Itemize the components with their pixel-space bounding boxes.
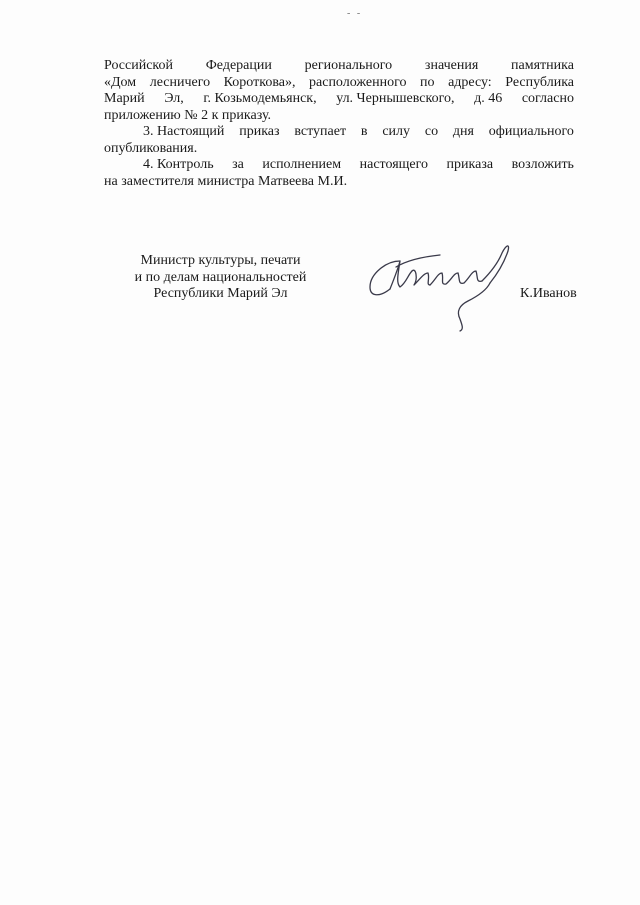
word: за xyxy=(232,157,244,172)
word: вступает xyxy=(294,124,347,139)
word: д. 46 xyxy=(474,91,503,106)
position-line: Республики Марий Эл xyxy=(153,286,288,301)
word: 3. Настоящий xyxy=(143,124,225,139)
word: приказа xyxy=(446,157,494,172)
word: Короткова», xyxy=(223,74,296,90)
position-line: Министр культуры, печати xyxy=(140,253,301,268)
word: Республика xyxy=(505,74,574,90)
text-line xyxy=(104,75,574,92)
text-line: опубликования. xyxy=(104,140,198,156)
text-line: на заместителя министра Матвеева М.И. xyxy=(104,173,348,189)
word: силу xyxy=(382,124,411,139)
handwritten-signature xyxy=(360,239,535,334)
text-line xyxy=(104,157,574,174)
word: со xyxy=(424,124,439,139)
word: адресу: xyxy=(448,74,492,90)
word: Эл, xyxy=(164,91,184,106)
scan-mark: - - xyxy=(347,8,363,19)
signer-position xyxy=(108,253,333,303)
word: Российской xyxy=(104,58,173,73)
word: исполнением xyxy=(262,157,342,172)
position-line: и по делам национальностей xyxy=(134,269,307,285)
text-line: приложению № 2 к приказу. xyxy=(104,107,272,123)
word: регионального xyxy=(304,58,393,73)
word: Марий xyxy=(104,91,145,106)
word: 4. Контроль xyxy=(143,157,214,172)
word: по xyxy=(420,74,435,90)
word: значения xyxy=(424,58,479,73)
word: г. Козьмодемьянск, xyxy=(203,91,317,106)
signer-name: К.Иванов xyxy=(520,286,577,301)
text-line xyxy=(104,124,574,141)
word: ул. Чернышевского, xyxy=(336,91,455,106)
word: расположенного xyxy=(309,74,407,90)
word: памятника xyxy=(511,58,574,73)
word: дня xyxy=(452,124,474,139)
word: в xyxy=(360,124,368,139)
word: «Дом xyxy=(104,74,137,90)
word: Федерации xyxy=(205,58,272,73)
text-line xyxy=(104,91,574,108)
word: согласно xyxy=(521,91,574,106)
word: приказ xyxy=(239,124,280,139)
word: лесничего xyxy=(149,74,211,90)
word: официального xyxy=(488,124,574,139)
word: настоящего xyxy=(359,157,429,172)
word: возложить xyxy=(511,157,574,172)
text-line xyxy=(104,58,574,75)
document-body xyxy=(104,58,574,190)
